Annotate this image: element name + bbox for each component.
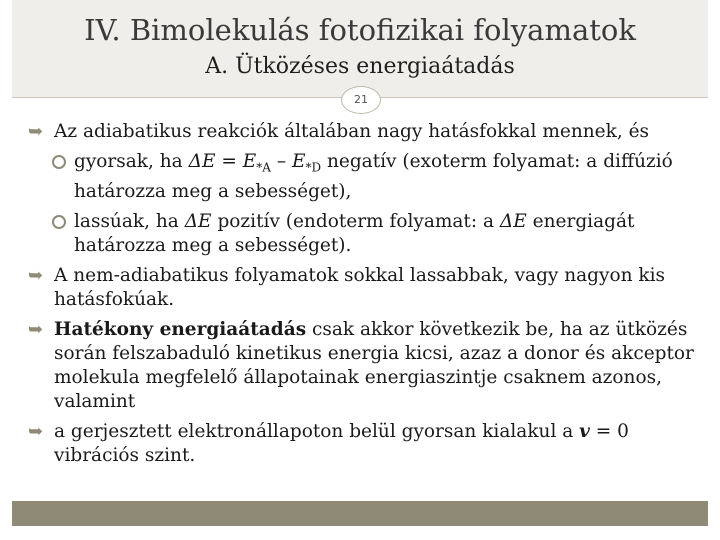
sub-bullet-item <box>12 210 708 258</box>
bullet-text: A nem-adiabatikus folyamatok sokkal lassabbak, vagy nagyon kis hatásfokúak. <box>54 264 666 310</box>
bullet-item <box>12 120 708 144</box>
v-symbol: v <box>579 420 590 442</box>
arrow-bullet-icon: ➥ <box>28 121 44 142</box>
slide-number: 21 <box>341 86 381 114</box>
bullet-item <box>12 318 708 414</box>
slide-title: IV. Bimolekulás fotofizikai folyamatok <box>84 13 636 47</box>
sub-bullet-text: gyorsak, ha $\Delta E = E_{*A} - E_{*D}$ negatív (exoterm folyamat: a diffúzió határozza meg a sebességet), <box>74 151 673 202</box>
slide-subtitle: A. Ütközéses energiaátadás <box>205 54 515 79</box>
sub-bullet-item <box>12 150 708 204</box>
delta-e-symbol: ΔE <box>184 210 212 232</box>
bullet-item <box>12 420 708 468</box>
slide-header <box>12 0 708 98</box>
bullet-text: a gerjesztett elektronállapoton belül gyorsan kialakul a v = 0 vibrációs szint. <box>54 420 629 466</box>
delta-e-symbol: ΔE <box>188 151 216 172</box>
arrow-bullet-icon: ➥ <box>28 264 44 286</box>
sub-bullet-text: lassúak, ha ΔE pozitív (endoterm folyamat: a ΔE energiagát határozza meg a sebességet). <box>74 210 635 256</box>
arrow-bullet-icon: ➥ <box>28 420 44 442</box>
bullet-item <box>12 264 708 312</box>
circle-bullet-icon <box>52 215 66 229</box>
arrow-bullet-icon: ➥ <box>28 318 44 340</box>
bullet-text: Hatékony energiaátadás csak akkor következik be, ha az ütközés során felszabaduló kinetikus energia kicsi, azaz a donor és akceptor molekula megfelelő állapotainak energiaszintje csaknem azonos, valamint <box>54 318 694 412</box>
footer-bar <box>12 501 708 526</box>
bold-term: Hatékony energiaátadás <box>54 318 307 340</box>
circle-bullet-icon <box>52 155 66 169</box>
bullet-text: Az adiabatikus reakciók általában nagy hatásfokkal mennek, és <box>54 121 650 142</box>
delta-e-symbol: ΔE <box>499 210 527 232</box>
slide-content <box>12 120 708 468</box>
